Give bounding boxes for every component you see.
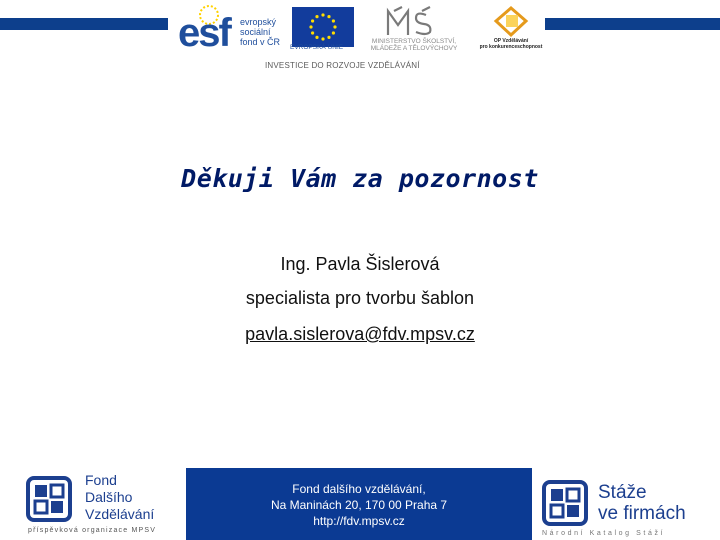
header-bar-right bbox=[545, 18, 720, 30]
header-bar-left bbox=[0, 18, 168, 30]
esf-wordmark: esf bbox=[178, 11, 230, 55]
footer-line-url[interactable]: http://fdv.mpsv.cz bbox=[313, 514, 405, 528]
header-logos bbox=[0, 0, 720, 80]
staze-mark-icon bbox=[542, 480, 588, 526]
footer-address bbox=[186, 468, 532, 540]
presenter-role: specialista pro tvorbu šablon bbox=[245, 288, 475, 308]
footer-line-address: Na Maninách 20, 170 00 Praha 7 bbox=[270, 498, 448, 512]
esf-logo bbox=[178, 5, 286, 55]
msmt-caption: MINISTERSTVO ŠKOLSTVÍ, MLÁDEŽE A TĚLOVÝCHOVY bbox=[370, 38, 458, 52]
fdv-name: Fond Dalšího Vzdělávání bbox=[85, 472, 155, 522]
staze-name: Stáže ve firmách bbox=[598, 482, 686, 524]
slide-title: Děkuji Vám za pozornost bbox=[181, 164, 539, 193]
staze-logo bbox=[532, 468, 720, 540]
esf-text: evropský sociální fond v ČR bbox=[240, 17, 281, 47]
eu-flag-icon bbox=[292, 7, 354, 47]
fdv-subtitle: příspěvková organizace MPSV bbox=[28, 527, 157, 534]
presenter-email-link[interactable]: pavla.sislerova@fdv.mpsv.cz bbox=[245, 324, 475, 344]
op-caption: OP Vzdělávání pro konkurenceschopnost bbox=[479, 38, 543, 50]
fdv-mark-icon bbox=[26, 476, 72, 522]
staze-subtitle: Národní Katalog Stáží bbox=[542, 530, 666, 537]
investice-slogan: INVESTICE DO ROZVOJE VZDĚLÁVÁNÍ bbox=[265, 61, 420, 70]
eu-caption: EVROPSKÁ UNIE bbox=[290, 44, 344, 51]
presenter-name: Ing. Pavla Šislerová bbox=[280, 254, 440, 274]
fdv-logo bbox=[0, 468, 186, 540]
footer-line-org: Fond dalšího vzdělávání, bbox=[292, 482, 426, 496]
